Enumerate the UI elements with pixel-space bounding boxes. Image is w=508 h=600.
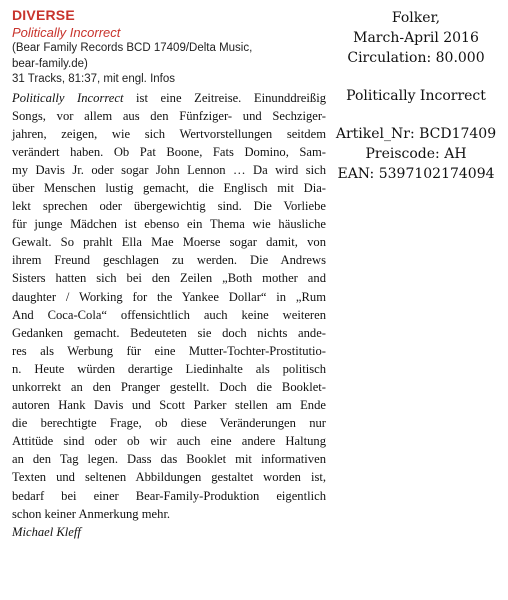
meta-line: (Bear Family Records BCD 17409/Delta Music, [12, 42, 253, 54]
meta-line: 31 Tracks, 81:37, mit engl. Infos [12, 73, 175, 85]
body-line: And Coca-Cola“ offensichtlich auch keine weiteren [12, 307, 326, 322]
publication-name: Folker, [391, 10, 441, 26]
artist-heading: DIVERSE [12, 7, 75, 23]
clipping-info [328, 8, 504, 184]
body-line: ihrem Freund geschlagen zu werden. Die Andrews [12, 253, 326, 268]
body-line: verändert haben. Ob Pat Boone, Fats Domino, Sam- [12, 144, 326, 159]
body-line: schon keiner Anmerkung mehr. [12, 506, 171, 521]
body-line: autoren Hank Davis und Scott Parker stellen am Ende [12, 398, 326, 413]
body-lines [12, 107, 326, 523]
body-line: an den Tag legen. Dass das Booklet mit informativen [12, 452, 326, 467]
body-line [12, 89, 326, 107]
article-number: Artikel_Nr: BCD17409 [335, 126, 497, 142]
product-title: Politically Incorrect [346, 88, 486, 104]
body-line: Sisters hatten sich bei den Zeilen „Both mother and [12, 271, 326, 286]
review-author: Michael Kleff [12, 524, 81, 539]
body-line: lekt sprechen oder übergewichtig sind. Die Vorliebe [12, 199, 326, 214]
body-line: Texten und seltenen Abbildungen gestaltet worden ist, [12, 470, 326, 485]
body-line: über Menschen lustig gemacht, die Englisch mit Dia- [12, 180, 326, 195]
body-line: Attitüde sind oder ob wir auch eine andere Haltung [12, 434, 326, 449]
ean-code: EAN: 5397102174094 [337, 166, 495, 182]
review-column [12, 6, 326, 541]
meta-line: bear-family.de) [12, 57, 88, 70]
release-meta [12, 41, 326, 88]
price-code: Preiscode: AH [365, 146, 467, 162]
publication-circulation: Circulation: 80.000 [347, 50, 485, 66]
review-body [12, 89, 326, 523]
body-line: daughter / Working for the Yankee Dollar“ in „Rum [12, 289, 326, 304]
body-line: unkorrekt an den Pranger gestellt. Doch die Booklet- [12, 380, 326, 394]
album-title-inline: Politically Incorrect [12, 90, 124, 105]
publication-issue: March-April 2016 [353, 30, 479, 46]
body-line: my Davis Jr. oder sogar John Lennon … Da wird sich [12, 162, 326, 177]
body-line: Songs, vor allem aus den Fünfziger- und Sechziger- [12, 108, 326, 123]
body-line: die berechtigte Frage, ob diese Veränderungen nur [12, 416, 326, 431]
body-line: n. Heute würden derartige Liedinhalte als politisch [12, 361, 326, 376]
album-title: Politically Incorrect [12, 25, 121, 40]
body-line-text: ist eine Zeitreise. Einunddreißig [123, 90, 326, 105]
body-line: bedarf bei einer Bear-Family-Produktion eigentlich [12, 488, 326, 503]
body-line: Gewalt. So prahlt Ella Mae Moerse sogar damit, von [12, 235, 326, 250]
body-line: für junge Mädchen ist ebenso ein Thema wie häusliche [12, 217, 326, 232]
body-line: Gedanken gemacht. Bedeuteten sie doch nichts ande- [12, 325, 326, 340]
body-line: res als Werbung für eine Mutter-Tochter-Prostitutio- [12, 343, 326, 358]
body-line: jahren, zeigen, wie sich Wertvorstellungen seitdem [12, 126, 326, 141]
